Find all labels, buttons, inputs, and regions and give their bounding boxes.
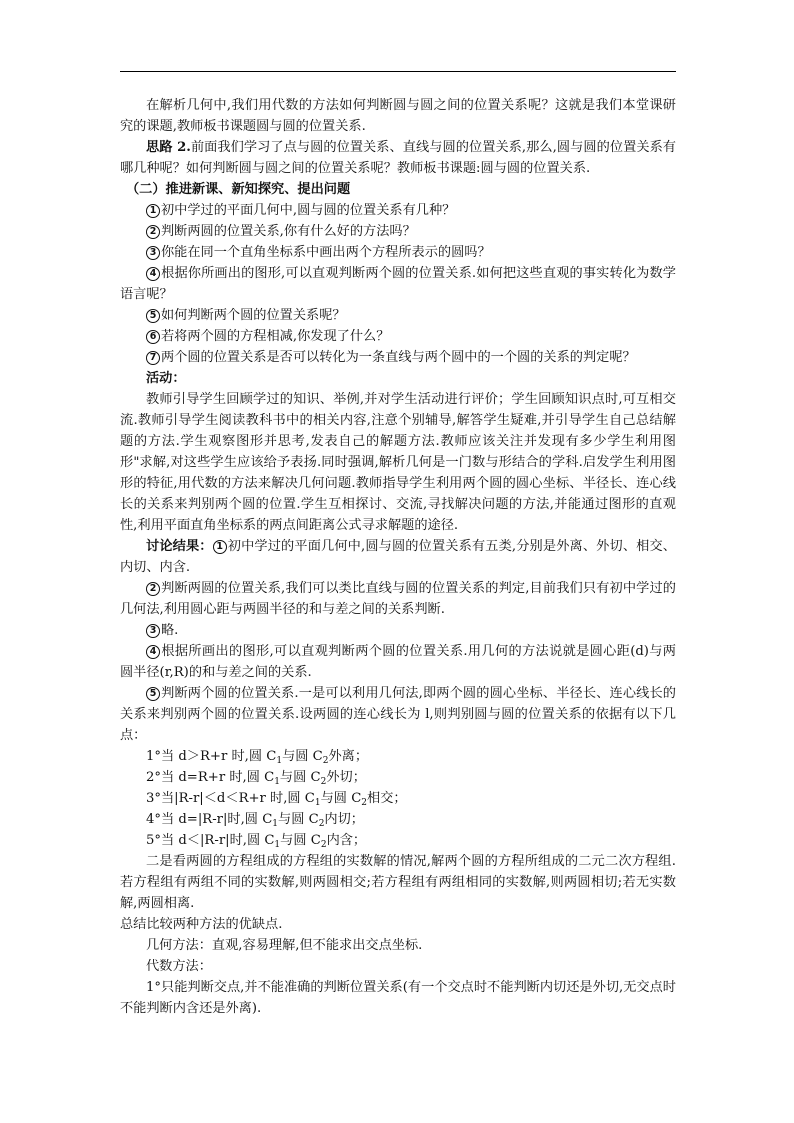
approach-2-label: 思路 2. bbox=[146, 140, 191, 155]
question-item: 1 初中学过的平面几何中,圆与圆的位置关系有几种？ bbox=[120, 200, 676, 221]
question-list bbox=[120, 200, 676, 368]
question-item: 2 判断两圆的位置关系,你有什么好的方法吗？ bbox=[120, 221, 676, 242]
result-item: 4 根据所画出的图形,可以直观判断两个圆的位置关系.用几何的方法说就是圆心距(d)与两圆半径(r,R)的和与差之间的关系. bbox=[120, 644, 676, 680]
circled-number-icon: 2 bbox=[146, 225, 160, 239]
circled-number-icon: 2 bbox=[146, 582, 160, 596]
intro-paragraph: 在解析几何中,我们用代数的方法如何判断圆与圆之间的位置关系呢？这就是我们本堂课研究的课题,教师板书课题圆与圆的位置关系. bbox=[120, 98, 676, 134]
second-method-paragraph: 二是看两圆的方程组成的方程组的实数解的情况,解两个圆的方程所组成的二元二次方程组.若方程组有两组不同的实数解,则两圆相交;若方程组有两组相同的实数解,则两圆相切;若无实数解,两圆相离. bbox=[120, 854, 676, 911]
activity-label: 活动： bbox=[146, 371, 186, 386]
approach-2-paragraph bbox=[120, 137, 676, 179]
question-item: 7 两个圆的位置关系是否可以转化为一条直线与两个圆中的一个圆的关系的判定呢？ bbox=[120, 347, 676, 368]
circled-number-icon: 1 bbox=[213, 540, 227, 554]
circled-number-icon: 4 bbox=[146, 645, 160, 659]
result-item: 2 判断两圆的位置关系,我们可以类比直线与圆的位置关系的判定,目前我们只有初中学过的几何法,利用圆心距与两圆半径的和与差之间的关系判断. bbox=[120, 581, 676, 617]
result-item: 讨论结果： 1 初中学过的平面几何中,圆与圆的位置关系有五类,分别是外离、外切、相交、内切、内含. bbox=[120, 539, 676, 575]
section-heading: （二）推进新课、新知探究、提出问题 bbox=[126, 182, 351, 197]
result-label: 讨论结果： bbox=[146, 539, 213, 554]
circled-number-icon: 5 bbox=[146, 687, 160, 701]
criterion-item: 1°当 d＞R+r 时,圆 $C_1$与圆 $C_2$外离； bbox=[146, 749, 369, 766]
header-rule bbox=[120, 71, 676, 72]
criteria-list bbox=[120, 746, 676, 851]
question-item: 5 如何判断两个圆的位置关系呢？ bbox=[120, 305, 676, 326]
criterion-item: 3°当|R-r|＜d＜R+r 时,圆 $C_1$与圆 $C_2$相交； bbox=[146, 791, 407, 808]
summary-line: 总结比较两种方法的优缺点. bbox=[120, 917, 283, 932]
criterion-item: 2°当 d=R+r 时,圆 $C_1$与圆 $C_2$外切； bbox=[146, 770, 366, 787]
criterion-item: 5°当 d＜|R-r|时,圆 $C_1$与圆 $C_2$内含； bbox=[146, 833, 367, 850]
circled-number-icon: 5 bbox=[146, 309, 160, 323]
circled-number-icon: 3 bbox=[146, 246, 160, 260]
criterion-item: 4°当 d=|R-r|时,圆 $C_1$与圆 $C_2$内切； bbox=[146, 812, 364, 829]
document-body bbox=[120, 95, 676, 1019]
circled-number-icon: 6 bbox=[146, 330, 160, 344]
algebra-method: 代数方法： bbox=[146, 959, 212, 974]
approach-2-text: 前面我们学习了点与圆的位置关系、直线与圆的位置关系,那么,圆与圆的位置关系有哪几种呢？如何判断圆与圆之间的位置关系呢？教师板书课题:圆与圆的位置关系. bbox=[120, 140, 676, 176]
activity-paragraph: 教师引导学生回顾学过的知识、举例,并对学生活动进行评价；学生回顾知识点时,可互相交流.教师引导学生阅读教科书中的相关内容,注意个别辅导,解答学生疑难,并引导学生自己总结解题的方法.学生观察图形并思考,发表自己的解题方法.教师应该关注并发现有多少学生利用图形"求解,对这些学生应该给予表扬.同时强调,解析几何是一门数与形结合的学科.启发学生利用图形的特征,用代数的方法来解决几何问题.教师指导学生利用两个圆的圆心坐标、半径长、连心线长的关系来判别两个圆的位置.学生互相探讨、交流,寻找解决问题的方法,并能通过图形的直观性,利用平面直角坐标系的两点间距离公式寻求解题的途径. bbox=[120, 392, 676, 533]
question-item: 4 根据你所画出的图形,可以直观判断两个圆的位置关系.如何把这些直观的事实转化为数学语言呢？ bbox=[120, 266, 676, 302]
circled-number-icon: 4 bbox=[146, 267, 160, 281]
result-item: 5 判断两个圆的位置关系.一是可以利用几何法,即两个圆的圆心坐标、半径长、连心线长的关系来判别两个圆的位置关系.设两圆的连心线长为 l,则判别圆与圆的位置关系的依据有以下几点： bbox=[120, 686, 676, 743]
circled-number-icon: 7 bbox=[146, 351, 160, 365]
result-item: 3 略. bbox=[120, 620, 676, 641]
geometry-method: 几何方法：直观,容易理解,但不能求出交点坐标. bbox=[146, 938, 423, 953]
circled-number-icon: 1 bbox=[146, 204, 160, 218]
question-item: 6 若将两个圆的方程相减,你发现了什么？ bbox=[120, 326, 676, 347]
question-item: 3 你能在同一个直角坐标系中画出两个方程所表示的圆吗？ bbox=[120, 242, 676, 263]
circled-number-icon: 3 bbox=[146, 624, 160, 638]
algebra-point-1: 1°只能判断交点,并不能准确的判断位置关系(有一个交点时不能判断内切还是外切,无交点时不能判断内含还是外离). bbox=[120, 980, 676, 1016]
